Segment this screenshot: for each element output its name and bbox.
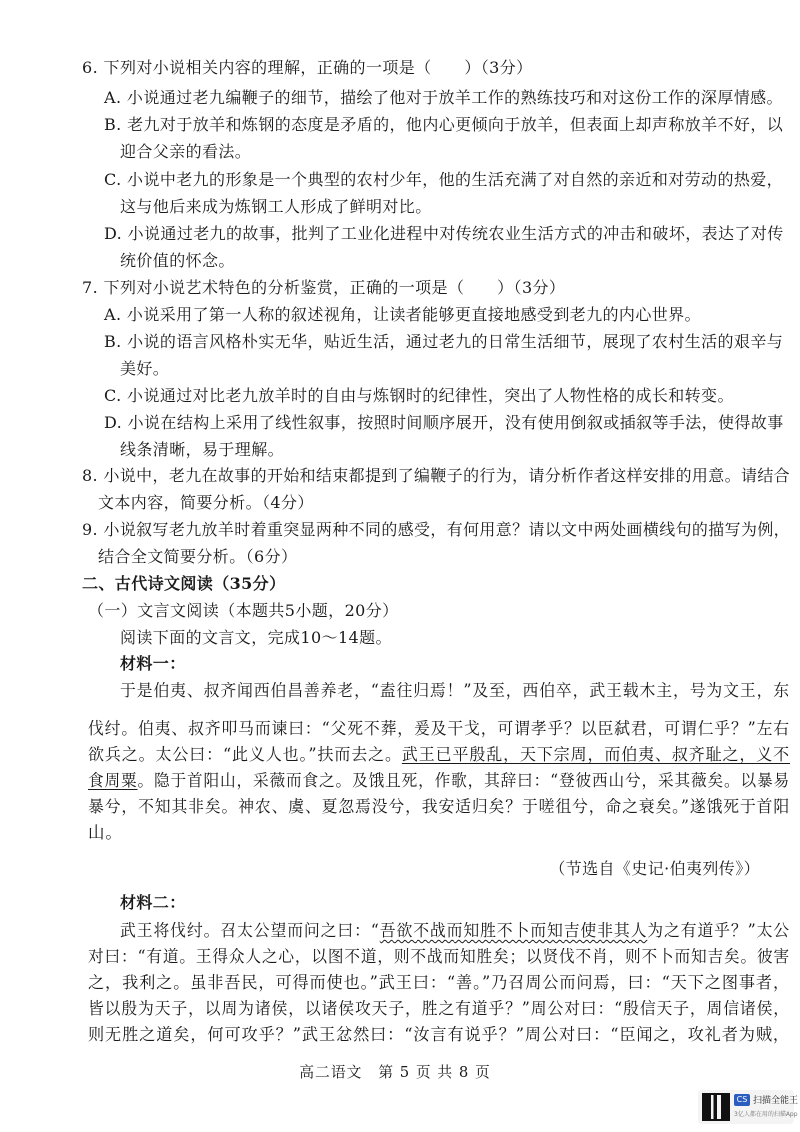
material1-line xyxy=(88,745,790,765)
q6-option-b-cont: 迎合父亲的看法。 xyxy=(120,142,252,161)
reading-instruction: 阅读下面的文言文，完成10～14题。 xyxy=(120,628,392,647)
underlined-sentence: 食周粟 xyxy=(88,771,138,790)
qr-code-icon xyxy=(702,1093,730,1121)
q7-option-a: A. 小说采用了第一人称的叙述视角，让读者能够更直接地感受到老九的内心世界。 xyxy=(104,305,701,324)
q6-option-d-cont: 统价值的怀念。 xyxy=(120,251,235,270)
material2-line: 皆以殷为天子，以周为诸侯，以诸侯攻天子，胜之有道乎？”周公对曰：“殷信天子，周信诸侯， xyxy=(88,999,790,1018)
material2-text: 武王将伐纣。召太公望而问之曰：“ xyxy=(120,921,380,940)
q7-option-d: D. 小说在结构上采用了线性叙事，按照时间顺序展开，没有使用倒叙或插叙等手法，使得故事 xyxy=(104,413,784,432)
watermark-title: 扫描全能王 xyxy=(753,1096,799,1106)
q8-stem-cont: 文本内容，简要分析。（4分） xyxy=(98,493,314,512)
material2-label: 材料二： xyxy=(120,893,186,912)
q7-option-b: B. 小说的语言风格朴实无华，贴近生活，通过老九的日常生活细节，展现了农村生活的艰辛与 xyxy=(104,332,784,351)
material2-line: 对曰：“有道。王得众人之心，以图不道，则不战而知胜矣；以贤伐不肖，则不卜而知吉矣。彼害 xyxy=(88,947,791,966)
scanner-watermark xyxy=(698,1090,799,1124)
material1-line: 暴兮，不知其非矣。神农、虞、夏忽焉没兮，我安适归矣？于嗟徂兮，命之衰矣。”遂饿死于首阳 xyxy=(88,797,791,816)
q7-option-c: C. 小说通过对比老九放羊时的自由与炼钢时的纪律性，突出了人物性格的成长和转变。 xyxy=(104,386,734,405)
section-title: 二、古代诗文阅读（35分） xyxy=(82,574,286,593)
underlined-sentence: 武王已平殷乱，天下宗周，而伯夷、叔齐耻之，义不 xyxy=(401,745,790,764)
q8-stem: 8. 小说中，老九在故事的开始和结束都提到了编鞭子的行为，请分析作者这样安排的用意。请结合 xyxy=(82,466,791,485)
q6-stem: 6. 下列对小说相关内容的理解，正确的一项是（ ）（3分） xyxy=(82,58,533,77)
q9-stem-cont: 结合全文简要分析。（6分） xyxy=(98,547,298,566)
camscanner-logo: CS xyxy=(734,1094,750,1106)
material1-text: 欲兵之。太公曰：“此义人也。”扶而去之。 xyxy=(88,745,402,764)
material1-label: 材料一： xyxy=(120,654,186,673)
page-footer: 高二语文 第 5 页 共 8 页 xyxy=(299,1063,491,1081)
q7-option-b-cont: 美好。 xyxy=(120,359,170,378)
q6-option-b: B. 老九对于放羊和炼钢的态度是矛盾的，他内心更倾向于放羊，但表面上却声称放羊不好，以 xyxy=(104,115,784,134)
material1-text: 。隐于首阳山，采薇而食之。及饿且死，作歌，其辞曰：“登彼西山兮，采其薇矣。以暴易 xyxy=(137,771,791,790)
material2-line xyxy=(120,921,790,941)
material1-line: 伐纣。伯夷、叔齐叩马而谏曰：“父死不葬，爰及干戈，可谓孝乎？以臣弑君，可谓仁乎？”左右 xyxy=(88,719,790,738)
q6-option-c: C. 小说中老九的形象是一个典型的农村少年，他的生活充满了对自然的亲近和对劳动的热爱， xyxy=(104,170,784,189)
q6-option-a: A. 小说通过老九编鞭子的细节，描绘了他对于放羊工作的熟练技巧和对这份工作的深厚情感。 xyxy=(104,88,783,107)
material2-line: 则无胜之道矣，何可攻乎？”武王忿然曰：“汝言有说乎？”周公对曰：“臣闻之，攻礼者为贼， xyxy=(88,1025,790,1044)
q7-stem: 7. 下列对小说艺术特色的分析鉴赏，正确的一项是（ ）（3分） xyxy=(82,278,566,297)
material1-line xyxy=(88,771,790,791)
material1-line: 山。 xyxy=(88,823,123,842)
material1-line: 于是伯夷、叔齐闻西伯昌善养老，“盍往归焉！”及至，西伯卒，武王载木主，号为文王，东 xyxy=(120,681,791,700)
material2-text: 为之有道乎？”太公 xyxy=(647,921,791,940)
watermark-subtitle: 3亿人都在用的扫描App xyxy=(734,1111,798,1118)
subsection-title: （一）文言文阅读（本题共5小题，20分） xyxy=(88,601,399,620)
material1-source: （节选自《史记·伯夷列传》） xyxy=(549,859,760,878)
q6-option-d: D. 小说通过老九的故事，批判了工业化进程中对传统农业生活方式的冲击和破坏，表达了对传 xyxy=(104,224,784,243)
wavy-underlined-sentence: 吾欲不战而知胜不卜而知吉使非其人 xyxy=(379,921,648,940)
q9-stem: 9. 小说叙写老九放羊时着重突显两种不同的感受，有何用意？请以文中两处画横线句的描写为例， xyxy=(82,520,791,539)
q6-option-c-cont: 这与他后来成为炼钢工人形成了鲜明对比。 xyxy=(120,197,432,216)
q7-option-d-cont: 线条清晰，易于理解。 xyxy=(120,440,285,459)
material2-line: 之，我利之。虽非吾民，可得而使也。”武王曰：“善。”乃召周公而问焉，曰：“天下之图事者， xyxy=(88,973,791,992)
